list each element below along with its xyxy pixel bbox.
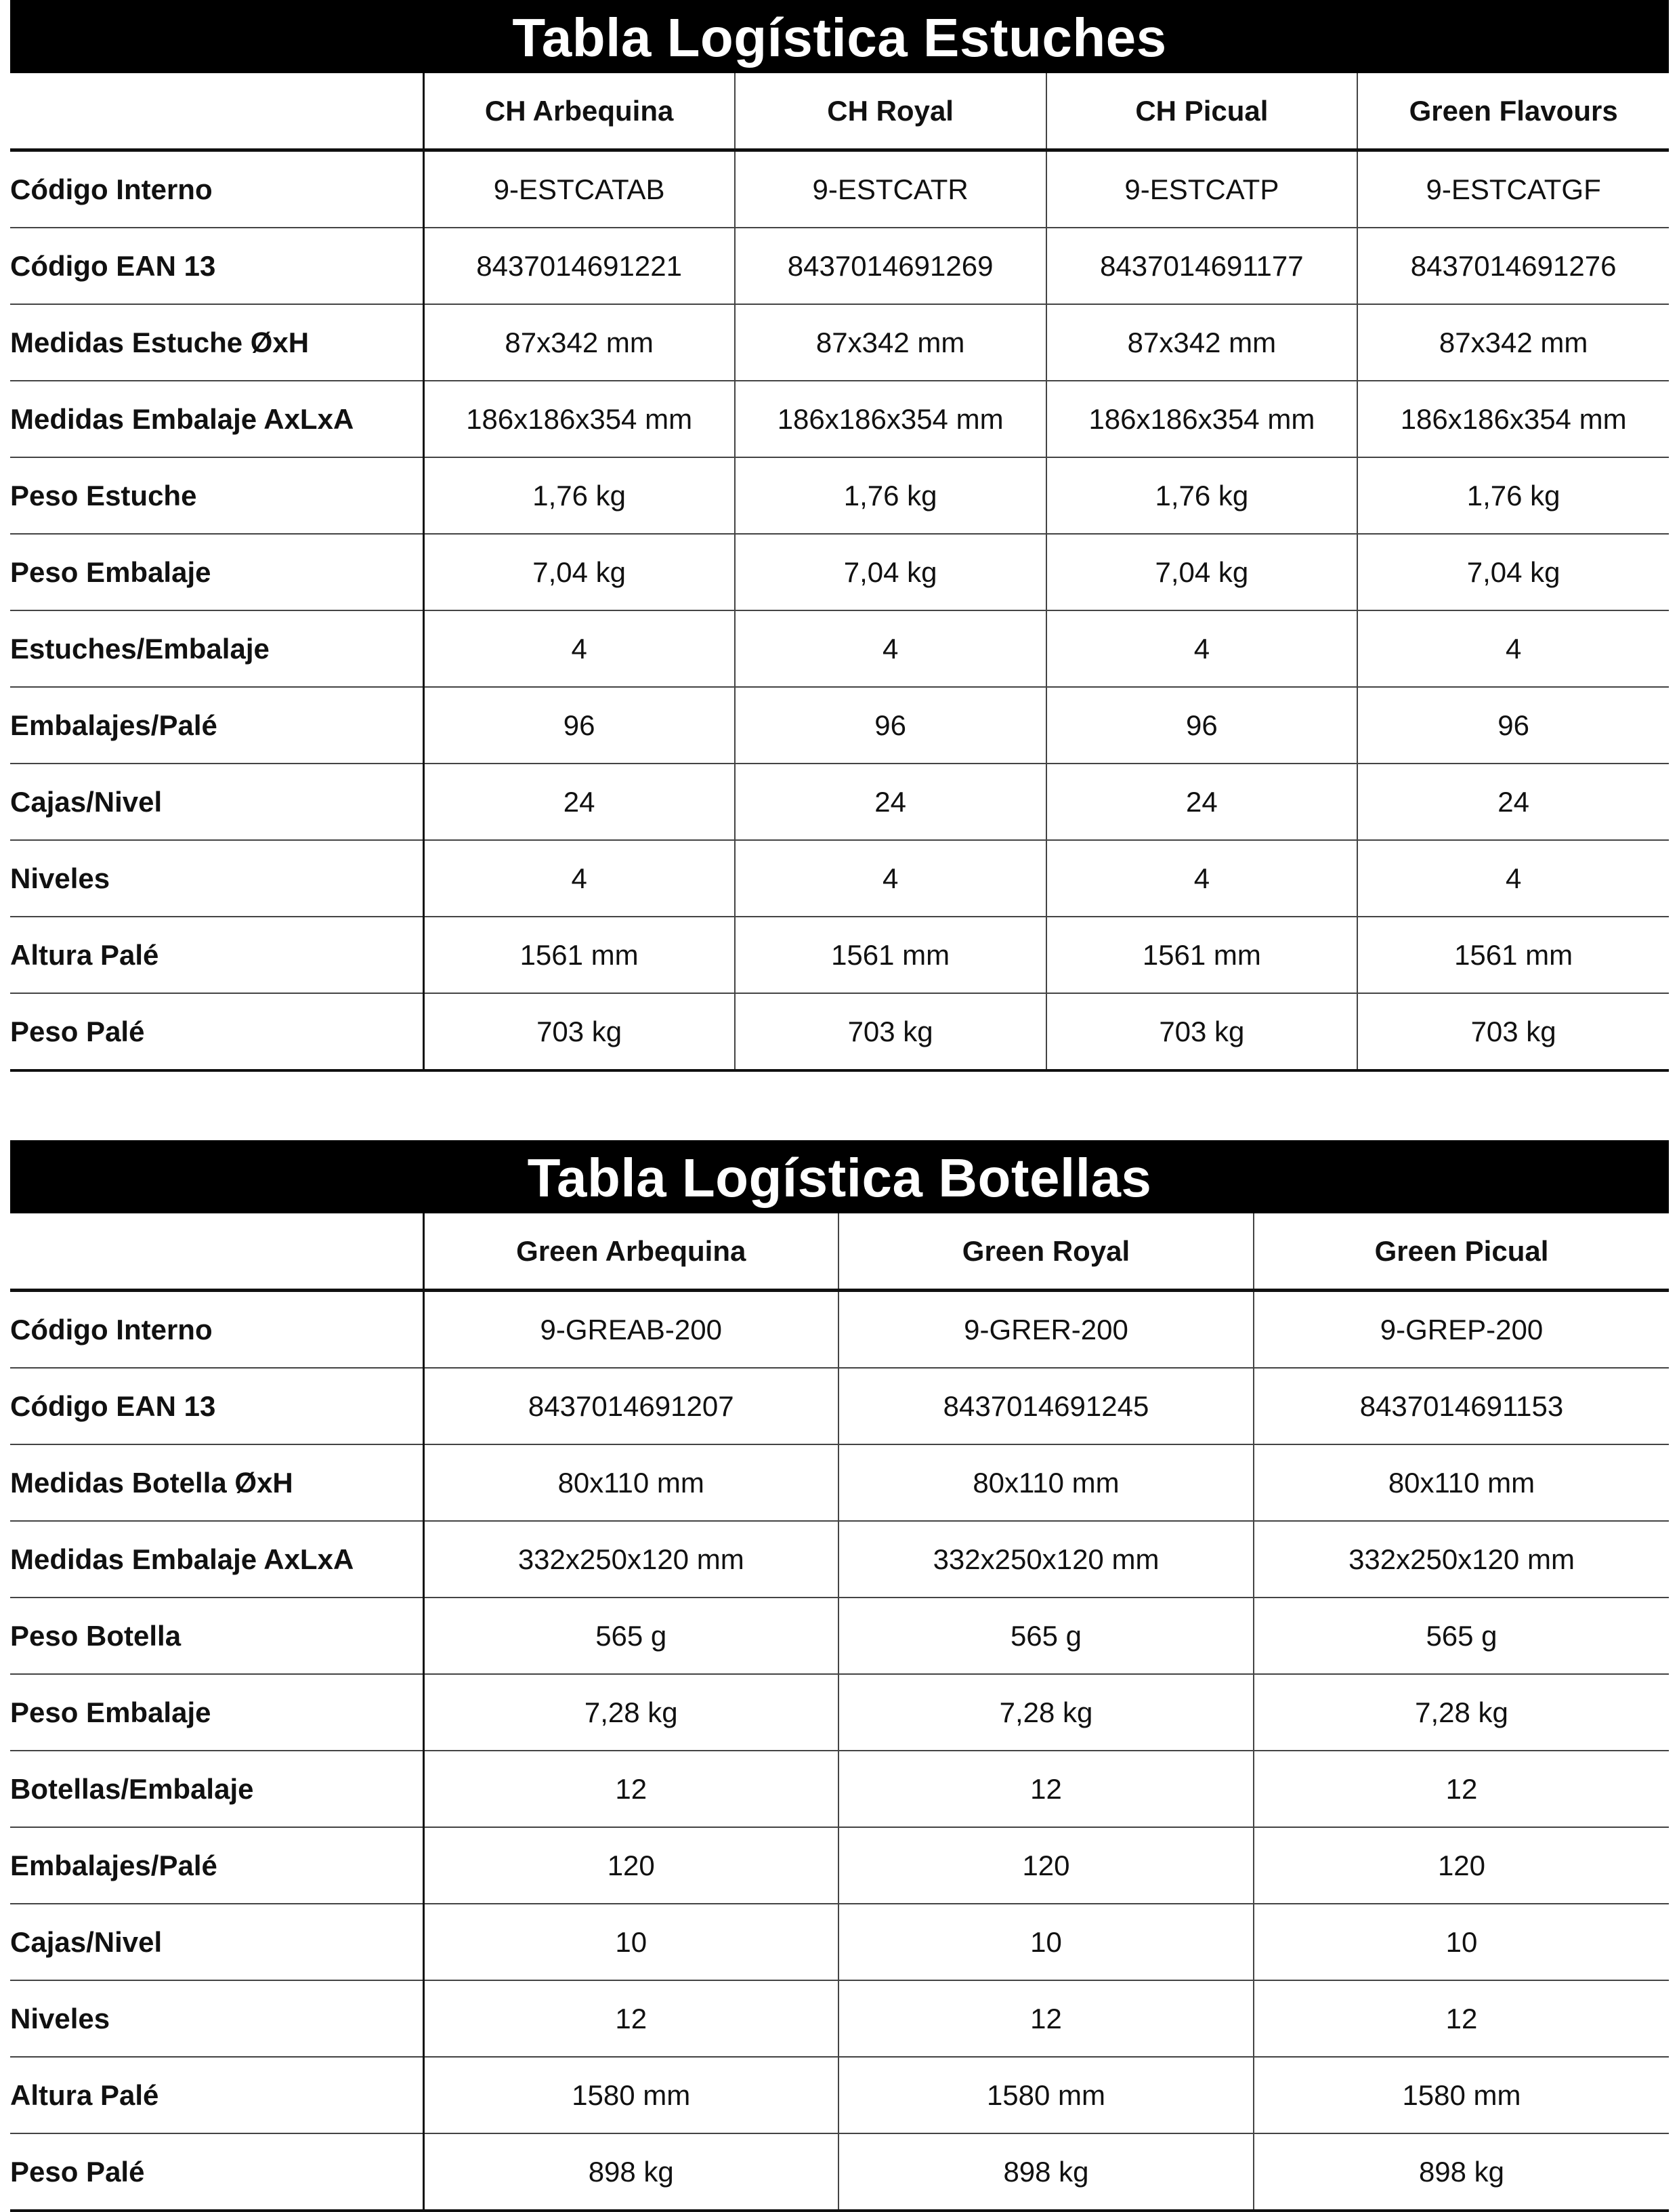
table-cell: 4 [423,610,735,687]
botellas-section [10,1140,1669,2212]
table-cell: 332x250x120 mm [838,1521,1254,1598]
table-cell: 7,28 kg [423,1674,838,1751]
table-cell: 332x250x120 mm [1254,1521,1669,1598]
botellas-title: Tabla Logística Botellas [10,1140,1669,1213]
table-cell: 96 [1046,687,1358,764]
table-row [10,534,1669,610]
table-cell: 1561 mm [735,917,1046,993]
table-cell: 8437014691276 [1357,228,1669,304]
table-cell: 7,04 kg [423,534,735,610]
table-cell: 565 g [838,1598,1254,1674]
table-row [10,1827,1669,1904]
estuches-column-header: CH Picual [1046,73,1358,150]
table-cell: 186x186x354 mm [735,381,1046,457]
table-cell: 24 [1046,764,1358,840]
table-cell: 9-ESTCATR [735,150,1046,228]
row-label: Cajas/Nivel [10,764,423,840]
table-row [10,764,1669,840]
estuches-column-header: CH Royal [735,73,1046,150]
botellas-header-row [10,1213,1669,1291]
table-cell: 1,76 kg [735,457,1046,534]
row-label: Estuches/Embalaje [10,610,423,687]
row-label: Código Interno [10,1291,423,1369]
table-cell: 9-ESTCATGF [1357,150,1669,228]
table-cell: 186x186x354 mm [423,381,735,457]
row-label: Medidas Botella ØxH [10,1444,423,1521]
table-row [10,1521,1669,1598]
botellas-column-header: Green Picual [1254,1213,1669,1291]
row-label: Niveles [10,1980,423,2057]
table-cell: 10 [423,1904,838,1980]
table-cell: 186x186x354 mm [1357,381,1669,457]
table-row [10,381,1669,457]
estuches-table [10,73,1669,1072]
table-cell: 703 kg [1357,993,1669,1070]
table-cell: 80x110 mm [423,1444,838,1521]
table-cell: 10 [838,1904,1254,1980]
table-cell: 1580 mm [423,2057,838,2133]
row-label: Código Interno [10,150,423,228]
table-cell: 703 kg [1046,993,1358,1070]
row-label: Peso Embalaje [10,534,423,610]
table-cell: 87x342 mm [735,304,1046,381]
table-cell: 4 [423,840,735,917]
row-label: Peso Palé [10,993,423,1070]
table-cell: 120 [1254,1827,1669,1904]
table-cell: 12 [1254,1980,1669,2057]
table-cell: 898 kg [1254,2133,1669,2211]
row-label: Código EAN 13 [10,228,423,304]
table-cell: 7,28 kg [1254,1674,1669,1751]
table-cell: 12 [423,1751,838,1827]
table-cell: 120 [423,1827,838,1904]
table-cell: 24 [735,764,1046,840]
estuches-column-header: CH Arbequina [423,73,735,150]
botellas-column-header: Green Royal [838,1213,1254,1291]
table-row [10,1444,1669,1521]
row-label: Embalajes/Palé [10,1827,423,1904]
estuches-section [10,0,1669,1072]
table-cell: 80x110 mm [838,1444,1254,1521]
table-cell: 4 [1046,610,1358,687]
estuches-header-row [10,73,1669,150]
table-cell: 24 [423,764,735,840]
table-cell: 9-GREP-200 [1254,1291,1669,1369]
table-cell: 87x342 mm [1046,304,1358,381]
table-cell: 9-ESTCATP [1046,150,1358,228]
table-row [10,1368,1669,1444]
table-cell: 12 [838,1751,1254,1827]
table-cell: 7,28 kg [838,1674,1254,1751]
table-cell: 8437014691177 [1046,228,1358,304]
row-label: Medidas Embalaje AxLxA [10,381,423,457]
table-row [10,1751,1669,1827]
table-cell: 1580 mm [838,2057,1254,2133]
table-cell: 898 kg [838,2133,1254,2211]
botellas-column-header: Green Arbequina [423,1213,838,1291]
table-cell: 565 g [423,1598,838,1674]
table-row [10,993,1669,1070]
table-row [10,150,1669,228]
table-cell: 703 kg [423,993,735,1070]
table-cell: 4 [735,840,1046,917]
row-label: Niveles [10,840,423,917]
table-row [10,1674,1669,1751]
table-cell: 9-ESTCATAB [423,150,735,228]
table-cell: 9-GREAB-200 [423,1291,838,1369]
table-cell: 80x110 mm [1254,1444,1669,1521]
table-row [10,1598,1669,1674]
table-cell: 1,76 kg [423,457,735,534]
row-label: Peso Palé [10,2133,423,2211]
row-label: Código EAN 13 [10,1368,423,1444]
table-row [10,1980,1669,2057]
table-cell: 1,76 kg [1046,457,1358,534]
table-row [10,2057,1669,2133]
table-cell: 8437014691245 [838,1368,1254,1444]
table-cell: 4 [735,610,1046,687]
table-cell: 8437014691207 [423,1368,838,1444]
table-row [10,1904,1669,1980]
row-label: Peso Embalaje [10,1674,423,1751]
table-cell: 96 [423,687,735,764]
table-row [10,2133,1669,2211]
table-row [10,1291,1669,1369]
table-cell: 9-GRER-200 [838,1291,1254,1369]
table-cell: 7,04 kg [1357,534,1669,610]
table-cell: 332x250x120 mm [423,1521,838,1598]
table-cell: 87x342 mm [423,304,735,381]
estuches-header-corner [10,73,423,150]
row-label: Botellas/Embalaje [10,1751,423,1827]
table-row [10,610,1669,687]
table-row [10,457,1669,534]
table-cell: 1580 mm [1254,2057,1669,2133]
table-row [10,917,1669,993]
table-cell: 186x186x354 mm [1046,381,1358,457]
row-label: Altura Palé [10,2057,423,2133]
row-label: Peso Estuche [10,457,423,534]
table-cell: 1561 mm [1046,917,1358,993]
table-cell: 4 [1046,840,1358,917]
table-cell: 703 kg [735,993,1046,1070]
table-cell: 7,04 kg [735,534,1046,610]
table-row [10,687,1669,764]
table-cell: 7,04 kg [1046,534,1358,610]
table-cell: 4 [1357,610,1669,687]
table-cell: 96 [1357,687,1669,764]
table-cell: 12 [838,1980,1254,2057]
row-label: Cajas/Nivel [10,1904,423,1980]
table-cell: 1,76 kg [1357,457,1669,534]
row-label: Peso Botella [10,1598,423,1674]
row-label: Medidas Embalaje AxLxA [10,1521,423,1598]
table-cell: 8437014691153 [1254,1368,1669,1444]
table-row [10,840,1669,917]
row-label: Altura Palé [10,917,423,993]
table-cell: 12 [423,1980,838,2057]
botellas-header-corner [10,1213,423,1291]
botellas-table [10,1213,1669,2212]
row-label: Embalajes/Palé [10,687,423,764]
table-row [10,304,1669,381]
table-cell: 8437014691269 [735,228,1046,304]
table-cell: 1561 mm [423,917,735,993]
table-cell: 4 [1357,840,1669,917]
table-cell: 12 [1254,1751,1669,1827]
table-cell: 10 [1254,1904,1669,1980]
estuches-title: Tabla Logística Estuches [10,0,1669,73]
table-cell: 24 [1357,764,1669,840]
table-cell: 96 [735,687,1046,764]
table-cell: 8437014691221 [423,228,735,304]
estuches-column-header: Green Flavours [1357,73,1669,150]
table-cell: 898 kg [423,2133,838,2211]
table-cell: 1561 mm [1357,917,1669,993]
table-cell: 120 [838,1827,1254,1904]
row-label: Medidas Estuche ØxH [10,304,423,381]
table-cell: 565 g [1254,1598,1669,1674]
table-cell: 87x342 mm [1357,304,1669,381]
table-row [10,228,1669,304]
